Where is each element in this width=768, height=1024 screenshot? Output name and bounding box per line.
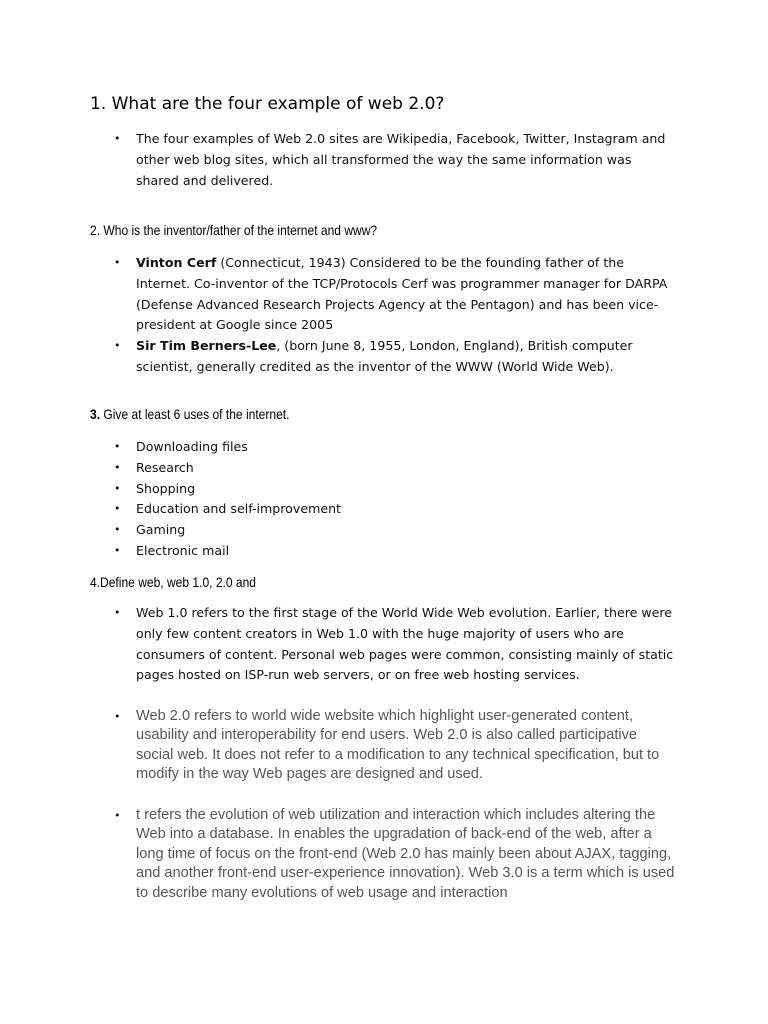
web2-definition: Web 2.0 refers to world wide website which highlight user-generated content, usability and interoperability for end users. Web 2.0 is also called participative social web. It does not refer to a modification to any technical specification, but to modify in the way Web pages are designed and used. <box>136 708 660 783</box>
person-name: Sir Tim Berners-Lee <box>136 338 277 354</box>
question-text: Give at least 6 uses of the internet. <box>100 406 290 422</box>
list-item <box>0 520 676 541</box>
question-2-list <box>0 253 676 378</box>
list-item <box>0 437 676 458</box>
bullet-icon: • <box>114 132 121 145</box>
question-3-list <box>0 437 676 562</box>
question-1-heading: 1. What are the four example of web 2.0? <box>90 94 445 114</box>
bullet-icon: • <box>114 440 121 453</box>
bullet-icon: • <box>114 339 121 353</box>
list-item <box>0 336 676 378</box>
bullet-icon: • <box>114 710 121 723</box>
use-item: Gaming <box>136 522 186 538</box>
list-item <box>0 806 676 903</box>
bullet-icon: • <box>114 481 121 495</box>
bullet-icon: • <box>114 809 121 822</box>
use-item: Shopping <box>136 480 196 496</box>
web1-definition: Web 1.0 refers to the first stage of the World Wide Web evolution. Earlier, there were only few content creators in Web 1.0 with the huge majority of users who are consumers of content. Personal web pages were common, consisting mainly of static pages hosted on ISP-run web servers, or on free web hosting services. <box>136 605 674 683</box>
list-item <box>0 458 676 479</box>
bullet-icon: • <box>114 543 121 557</box>
use-item: Education and self-improvement <box>136 501 341 517</box>
bullet-icon: • <box>114 606 121 619</box>
use-item: Research <box>136 459 194 475</box>
web3-definition: t refers the evolution of web utilization and interaction which includes altering the Web into a database. In enables the upgradation of back-end of the web, after a long time of focus on the front-end (Web 2.0 has mainly been about AJAX, tagging, and another front-end user-experience innovation). Web 3.0 is a term which is used to describe many evolutions of web usage and interaction <box>136 807 675 901</box>
list-item <box>0 479 676 500</box>
web1-list <box>0 603 676 686</box>
question-2-heading: 2. Who is the inventor/father of the internet and www? <box>90 222 378 238</box>
person-description: , (born June 8, 1955, London, England), British computer scientist, generally credited as the inventor of the WWW (World Wide Web). <box>136 338 633 374</box>
question-1-list <box>0 129 676 191</box>
list-item <box>0 603 676 686</box>
web2-list <box>0 707 676 785</box>
use-item: Electronic mail <box>136 542 230 558</box>
list-item <box>0 499 676 520</box>
list-item <box>0 129 676 191</box>
bullet-icon: • <box>114 523 121 537</box>
list-item <box>0 541 676 562</box>
bullet-icon: • <box>114 502 121 516</box>
use-item: Downloading files <box>136 439 248 454</box>
list-item <box>0 253 676 336</box>
question-number: 3. <box>90 406 101 422</box>
person-name: Vinton Cerf <box>136 255 217 270</box>
question-3-heading <box>90 406 289 422</box>
bullet-icon: • <box>114 460 121 474</box>
list-item <box>0 707 676 785</box>
question-4-heading: 4.Define web, web 1.0, 2.0 and <box>90 574 257 590</box>
answer-text: The four examples of Web 2.0 sites are Wikipedia, Facebook, Twitter, Instagram and other web blog sites, which all transformed the way the same information was shared and delivered. <box>136 131 666 188</box>
web3-list <box>0 806 676 903</box>
person-description: (Connecticut, 1943) Considered to be the founding father of the Internet. Co-inventor of the TCP/Protocols Cerf was programmer manager for DARPA (Defense Advanced Research Projects Agency at the Pentagon) and has been vice-president at Google since 2005 <box>136 255 668 333</box>
bullet-icon: • <box>114 256 121 269</box>
